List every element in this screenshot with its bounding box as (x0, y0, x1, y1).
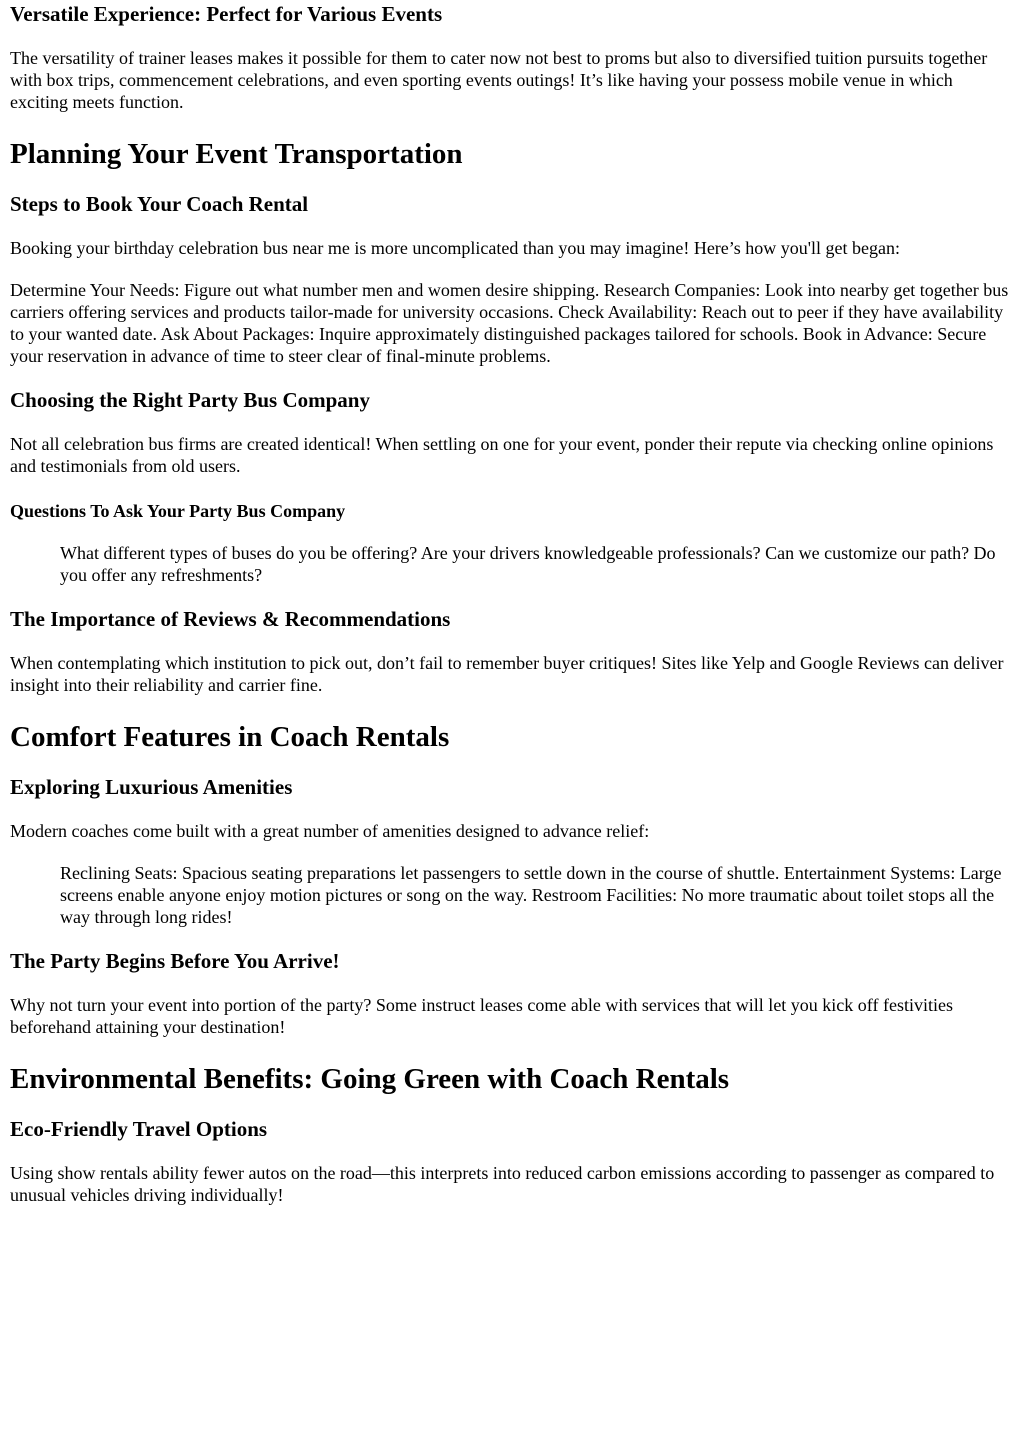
blockquote-amenities: Reclining Seats: Spacious seating preparations let passengers to settle down in the course of shuttle. Entertainment Systems: Large screens enable anyone enjoy motion pictures or song on the way. Restroom Facilities: No more traumatic about toilet stops all the way through long rides! (60, 863, 1002, 927)
blockquote-questions: What different types of buses do you be offering? Are your drivers knowledgeable professionals? Can we customize our path? Do you offer any refreshments? (60, 543, 996, 585)
section-heading-choosing: Choosing the Right Party Bus Company (10, 388, 370, 412)
paragraph-versatility: The versatility of trainer leases makes it possible for them to cater now not best to proms but also to diversified tuition pursuits together with box trips, commencement celebrations, and even sporting events outings! It’s like having your possess mobile venue in which exciting meets function. (10, 48, 988, 112)
section-heading-party: The Party Begins Before You Arrive! (10, 949, 340, 973)
section-heading-steps: Steps to Book Your Coach Rental (10, 192, 309, 216)
paragraph-choosing: Not all celebration bus firms are created identical! When settling on one for your event, ponder their repute via checking online opinions and testimonials from old users. (10, 434, 994, 476)
section-heading-amenities: Exploring Luxurious Amenities (10, 775, 293, 799)
paragraph-steps-body: Determine Your Needs: Figure out what number men and women desire shipping. Research Companies: Look into nearby get together bus carriers offering services and products tailor-made for university occasions. Check Availability: Reach out to peer if they have availability to your wanted date. Ask About Packages: Inquire approximately distinguished packages tailored for schools. Book in Advance: Secure your reservation in advance of time to steer clear of final-minute problems. (10, 280, 1009, 366)
section-heading-versatile-experience: Versatile Experience: Perfect for Various Events (10, 2, 443, 26)
section-title-environmental: Environmental Benefits: Going Green with Coach Rentals (10, 1063, 730, 1095)
section-title-planning: Planning Your Event Transportation (10, 138, 463, 170)
paragraph-eco: Using show rentals ability fewer autos on the road—this interprets into reduced carbon emissions according to passenger as compared to unusual vehicles driving individually! (10, 1163, 995, 1205)
section-heading-questions: Questions To Ask Your Party Bus Company (10, 501, 346, 521)
paragraph-amenities-intro: Modern coaches come built with a great number of amenities designed to advance relief: (10, 821, 650, 841)
section-heading-reviews: The Importance of Reviews & Recommendations (10, 607, 451, 631)
paragraph-party: Why not turn your event into portion of the party? Some instruct leases come able with services that will let you kick off festivities beforehand attaining your destination! (10, 995, 953, 1037)
section-heading-eco: Eco-Friendly Travel Options (10, 1117, 268, 1141)
section-title-comfort: Comfort Features in Coach Rentals (10, 721, 450, 753)
paragraph-reviews: When contemplating which institution to pick out, don’t fail to remember buyer critiques! Sites like Yelp and Google Reviews can deliver insight into their reliability and carrier fine. (10, 653, 1004, 695)
paragraph-steps-intro: Booking your birthday celebration bus near me is more uncomplicated than you may imagine! Here’s how you'll get began: (10, 238, 901, 258)
